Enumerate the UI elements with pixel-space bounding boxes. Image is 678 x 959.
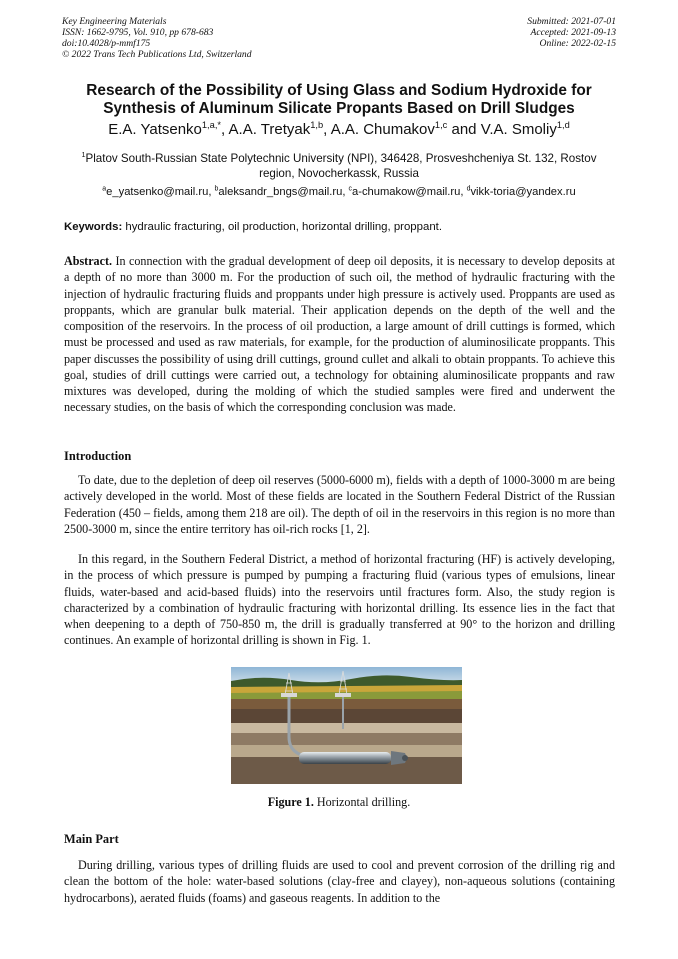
email-marker: d — [466, 185, 471, 193]
journal-name: Key Engineering Materials — [62, 16, 167, 27]
email-marker: a — [102, 185, 107, 193]
email-marker: c — [348, 185, 352, 193]
author-email[interactable]: e_yatsenko@mail.ru — [106, 186, 209, 198]
figure-caption-text: Horizontal drilling. — [313, 795, 411, 809]
keywords-label: Keywords: — [64, 221, 123, 233]
affiliation-text: Platov South-Russian State Polytechnic University (NPI), 346428, Prosveshcheniya St. 132, Rostov region, Novocherkassk, Russia — [85, 152, 597, 180]
author-email[interactable]: aleksandr_bngs@mail.ru — [218, 186, 343, 198]
author-affiliation-marker: 1,a,* — [201, 120, 222, 130]
affiliation-marker: 1 — [81, 150, 86, 160]
journal-doi[interactable]: doi:10.4028/p-mmf175 — [62, 38, 151, 49]
introduction-paragraph: In this regard, in the Southern Federal District, a method of horizontal fracturing (HF) is actively developing, in the process of which pressure is pumped by pumping a fracturing fluid (various types of emulsions, linear fluids, water-based and acid-based fluids) into the reservoirs until fractures form. Also, the study region is characterized by a combination of hydraulic fracturing with horizontal drilling. Its essence lies in the fact that when deepening to a depth of 750-850 m, the drill is gradually transferred at 90° to the horizon and drilling continues. An example of horizontal drilling is shown in Fig. 1. — [64, 552, 615, 648]
author-separator: and — [447, 121, 481, 138]
keywords — [64, 220, 616, 234]
paper-title: Research of the Possibility of Using Glass and Sodium Hydroxide for Synthesis of Aluminum Silicate Propants Based on Drill Sludges — [86, 82, 592, 117]
author-separator: , — [221, 121, 229, 138]
email-separator: , — [208, 186, 215, 198]
author-separator: , — [323, 121, 331, 138]
introduction-paragraph: To date, due to the depletion of deep oil reserves (5000-6000 m), fields with a depth of 1000-3000 m are being actively developed in the world. Most of these fields are located in the Southern Federal District of the Russian Federation (450 – fields, among them 218 are oil). The depth of oil in the reservoirs in this region is no more than 2500-3000 m, since the entire territory has oil-rich rocks [1, 2]. — [64, 473, 615, 536]
publication-dates — [527, 16, 616, 49]
author-name: A.A. Chumakov — [330, 121, 435, 138]
author-email[interactable]: vikk-toria@yandex.ru — [470, 186, 576, 198]
email-marker: b — [214, 185, 219, 193]
horizontal-drilling-figure — [231, 667, 462, 784]
author-name: E.A. Yatsenko — [108, 121, 202, 138]
affiliation — [70, 151, 608, 181]
author-list — [62, 121, 616, 139]
accepted-date: Accepted: 2021-09-13 — [530, 27, 616, 38]
author-name: A.A. Tretyak — [228, 121, 311, 138]
author-affiliation-marker: 1,d — [556, 120, 570, 130]
figure-label: Figure 1. — [267, 795, 314, 809]
email-separator: , — [460, 186, 467, 198]
online-date: Online: 2022-02-15 — [539, 38, 616, 49]
author-affiliation-marker: 1,b — [310, 120, 324, 130]
author-affiliation-marker: 1,c — [434, 120, 448, 130]
journal-issn: ISSN: 1662-9795, Vol. 910, pp 678-683 — [62, 27, 214, 38]
journal-copyright: © 2022 Trans Tech Publications Ltd, Switzerland — [62, 49, 252, 60]
journal-info — [62, 16, 252, 60]
author-emails — [62, 185, 616, 199]
horizontal-drilling-illustration — [231, 667, 462, 784]
author-email[interactable]: a-chumakow@mail.ru — [352, 186, 461, 198]
abstract-text: In connection with the gradual development of deep oil deposits, it is necessary to develop deposits at a depth of no more than 3000 m. For the production of such oil, the method of hydraulic fracturing with the injection of hydraulic fracturing fluids and proppants under high pressure is actively used. Proppants are used as proppants, which are granular bulk material. Their application depends on the depth of the well and the composition of the reservoirs. In the process of oil production, a large amount of drill cuttings is formed, which must be processed and used as raw materials, for example, for the production of aluminosilicate proppants. This paper discusses the possibility of using drill cuttings, ground cullet and alkali to obtain proppants. To achieve this goal, studies of drill cuttings were carried out, a technology for obtaining aluminosilicate proppants and raw mixtures was developed, during the molding of which the studied samples were fired and underwent the necessary studies, on the basis of which the corresponding conclusion was made. — [64, 254, 615, 415]
introduction-heading: Introduction — [64, 449, 132, 463]
main-part-heading: Main Part — [64, 832, 119, 846]
figure-caption — [62, 795, 616, 810]
abstract-label: Abstract. — [64, 254, 113, 268]
main-part-paragraph: During drilling, various types of drilling fluids are used to cool and prevent corrosion of the drilling rig and clean the bottom of the hole: water-based solutions (clay-free and clayey), non-aqueous solutions (containing hydrocarbons), aerated fluids (foams) and gaseous reagents. In addition to the — [64, 858, 615, 905]
author-name: V.A. Smoliy — [480, 121, 557, 138]
abstract — [64, 253, 615, 416]
keywords-text: hydraulic fracturing, oil production, horizontal drilling, proppant. — [122, 221, 442, 233]
email-separator: , — [342, 186, 349, 198]
submitted-date: Submitted: 2021-07-01 — [527, 16, 616, 27]
